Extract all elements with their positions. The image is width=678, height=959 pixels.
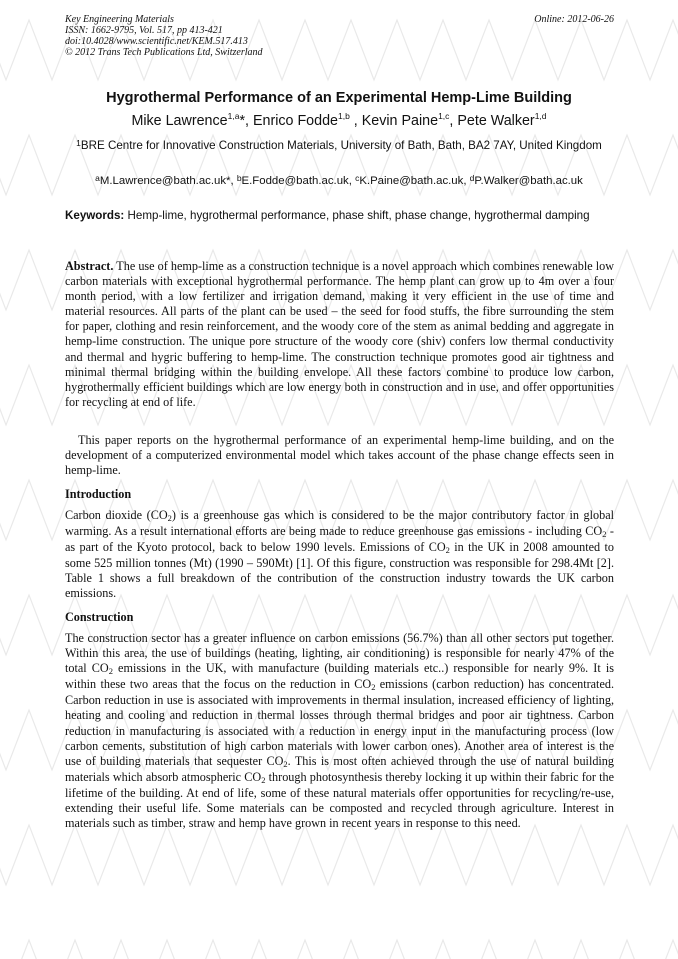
abstract-paragraph-2: This paper reports on the hygrothermal performance of an experimental hemp-lime building, and on the development of a computerized environmental model which takes account of the phase change effects seen in hemp-lime. <box>65 433 614 478</box>
abstract-label: Abstract. <box>65 259 114 273</box>
journal-name: Key Engineering Materials <box>65 14 174 25</box>
journal-copyright: © 2012 Trans Tech Publications Ltd, Switzerland <box>65 47 263 58</box>
keywords-label: Keywords: <box>65 209 125 222</box>
online-date: Online: 2012-06-26 <box>534 14 614 25</box>
email-link[interactable]: K.Paine@bath.ac.uk, <box>359 175 470 187</box>
section-heading-construction: Construction <box>65 610 134 624</box>
author-name: Enrico Fodde <box>252 113 338 129</box>
journal-issn: ISSN: 1662-9795, Vol. 517, pp 413-421 <box>65 25 223 36</box>
journal-header <box>65 14 263 58</box>
email-link[interactable]: P.Walker@bath.ac.uk <box>474 175 583 187</box>
author-sup: 1,d <box>534 111 547 121</box>
author-list: Mike Lawrence$^{1,a}$*, Enrico Fodde$^{1,b}$ , Kevin Paine$^{1,c}$, Pete Walker$^{1,d}$ <box>131 111 547 129</box>
abstract-paragraph-1: Abstract. The use of hemp-lime as a construction technique is a novel approach which combines renewable low carbon materials with exceptional hygrothermal performance. The hemp plant can grow up to 4m over a four month period, with a low fertilizer and irrigation demand, making it very efficient in the use of time and material resources. All parts of the plant can be used – the seed for food stuffs, the fibre surrounding the stem for paper, clothing and resin reinforcement, and the woody core of the stem as animal bedding and aggregate in hemp-lime construction. The unique pore structure of the woody core (shiv) confers low thermal conductivity and thermal and hygric buffering to hemp-lime. The construction technique promotes good air tightness and minimal thermal bridging within the building envelope. All these factors combine to produce low carbon, hygrothermally efficient buildings which are low energy both in construction and in use, and offer opportunities for recycling at end of life. <box>65 259 615 409</box>
author-emails: $^a$M.Lawrence@bath.ac.uk*, $^b$E.Fodde@bath.ac.uk, $^c$K.Paine@bath.ac.uk, $^d$P.Walker@bath.ac.uk <box>95 173 583 187</box>
keywords <box>65 209 614 224</box>
author-name: Kevin Paine <box>361 113 439 129</box>
email-link[interactable]: E.Fodde@bath.ac.uk, <box>241 175 356 187</box>
construction-paragraph: The construction sector has a greater influence on carbon emissions (56.7%) than all other sectors put together. Within this area, the use of buildings (heating, lighting, air conditioning) is responsible for nearly 47% of the total $CO_2$ emissions in the UK, with manufacture (building materials etc..) responsible for nearly 9%. It is within these two areas that the focus on the reduction in $CO_2$ emissions (carbon reduction) has concentrated. Carbon reduction in use is associated with improvements in thermal insulation, increased efficiency of lighting, heating and cooling and reduction in thermal losses through thermal bridges and poor air tightness. Carbon reduction in manufacturing is associated with a reduction in energy input in the manufacturing process (low carbon cements, substitution of high carbon materials with lower carbon ones). Another area of interest is the use of building materials that sequester $CO_2$. This is most often achieved through the use of natural building materials which absorb atmospheric $CO_2$ through photosynthesis thereby locking it up within their fabric for the lifetime of the building. At end of life, some of these natural materials offer opportunities for recycling/re-use, extending their useful life. Some materials can be composted and recycled through agriculture. Interest in materials such as timber, straw and hemp have grown in recent years in response to this need. <box>65 631 615 831</box>
introduction-paragraph: Carbon dioxide $(CO_2)$ is a greenhouse gas which is considered to be the major contributory factor in global warming. As a result international efforts are being made to reduce greenhouse gas emissions - including $CO_2$ - as part of the Kyoto protocol, back to below 1990 levels. Emissions of $CO_2$ in the UK in 2008 amounted to some 525 million tonnes (Mt) (1990 – 590Mt) [1]. Of this figure, construction was responsible for 298.4Mt [2]. Table 1 shows a full breakdown of the contribution of the construction industry towards the UK carbon emissions. <box>65 508 614 601</box>
email-link[interactable]: M.Lawrence@bath.ac.uk*, <box>99 175 237 187</box>
section-heading-introduction: Introduction <box>65 487 132 501</box>
journal-doi: doi:10.4028/www.scientific.net/KEM.517.413 <box>65 36 248 47</box>
author-sup: 1,b <box>338 111 350 121</box>
author-name: Mike Lawrence <box>131 113 228 129</box>
paper-title: Hygrothermal Performance of an Experimental Hemp-Lime Building <box>106 90 572 106</box>
author-sup: 1,c <box>438 111 450 121</box>
keywords-text: Hemp-lime, hygrothermal performance, phase shift, phase change, hygrothermal damping <box>127 209 590 222</box>
author-sup: 1,a <box>227 111 240 121</box>
author-name: Pete Walker <box>457 113 535 129</box>
affiliation: $^1$BRE Centre for Innovative Construction Materials, University of Bath, Bath, BA2 7AY, United Kingdom <box>76 138 602 152</box>
